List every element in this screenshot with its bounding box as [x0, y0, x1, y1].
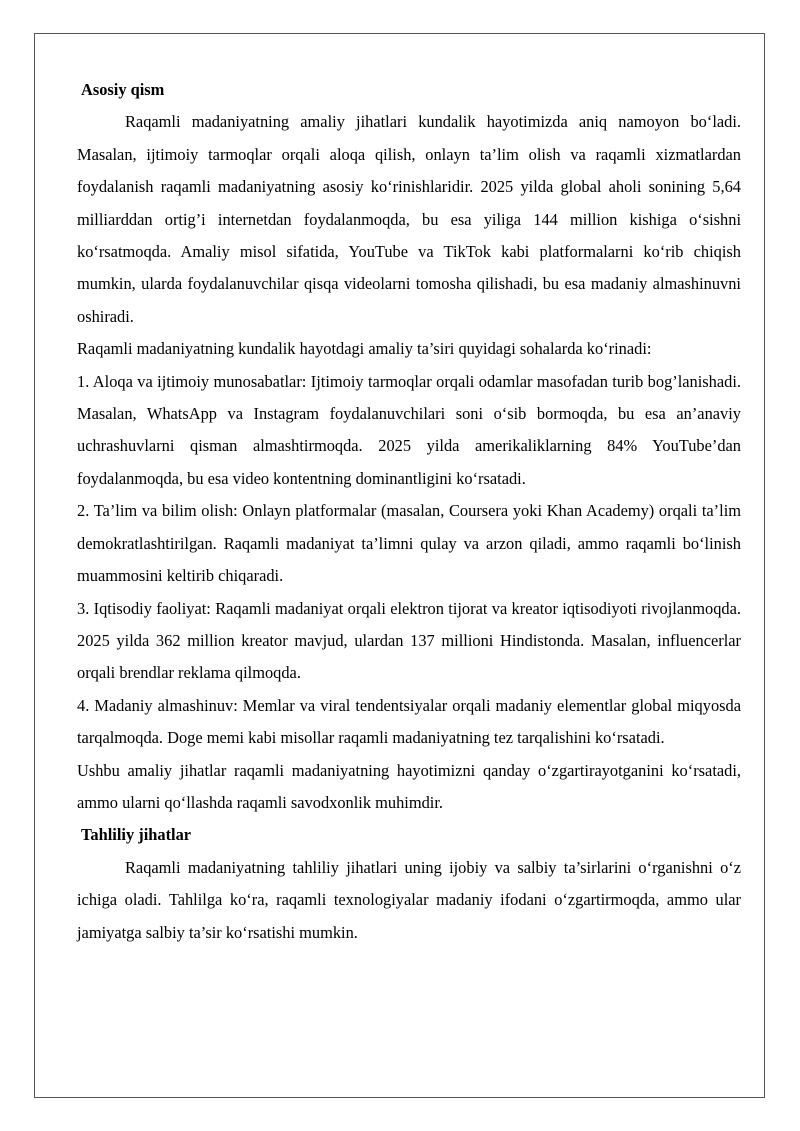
section-heading-asosiy-qism: Asosiy qism	[81, 80, 165, 99]
paragraph-analytical-intro: Raqamli madaniyatning tahliliy jihatlari uning ijobiy va salbiy ta’sirlarini oʻrganishni oʻz ichiga oladi. Tahlilga koʻra, raqamli texnologiyalar madaniy ifodani oʻzgartirmoqda, ammo ular jamiyatga salbiy ta’sir koʻrsatishi mumkin.	[77, 857, 741, 942]
list-item-communication: 1. Aloqa va ijtimoiy munosabatlar: Ijtimoiy tarmoqlar orqali odamlar masofadan turib bog’lanishadi. Masalan, WhatsApp va Instagram foydalanuvchilari soni oʻsib bormoqda, bu esa an’anaviy uchrashuvlarni qisman almashtirmoqda. 2025 yilda amerikaliklarning 84% YouTube’dan foydalanmoqda, bu esa video kontentning dominantligini koʻrsatadi.	[77, 371, 741, 488]
section-heading-tahliliy-jihatlar: Tahliliy jihatlar	[81, 825, 192, 845]
paragraph-conclusion: Ushbu amaliy jihatlar raqamli madaniyatning hayotimizni qanday oʻzgartirayotganini koʻrsatadi, ammo ularni qoʻllashda raqamli savodxonlik muhimdir.	[77, 760, 741, 812]
paragraph-impact-areas: Raqamli madaniyatning kundalik hayotdagi amaliy ta’siri quyidagi sohalarda koʻrinadi:	[77, 339, 652, 359]
document-body	[77, 74, 741, 949]
list-item-education: 2. Ta’lim va bilim olish: Onlayn platformalar (masalan, Coursera yoki Khan Academy) orqali ta’lim demokratlashtirilgan. Raqamli madaniyat ta’limni qulay va arzon qiladi, ammo raqamli boʻlinish muammosini keltirib chiqaradi.	[77, 501, 741, 586]
list-item-cultural-exchange: 4. Madaniy almashinuv: Memlar va viral tendentsiyalar orqali madaniy elementlar global miqyosda tarqalmoqda. Doge memi kabi misollar raqamli madaniyatning tez tarqalishini koʻrsatadi.	[77, 695, 741, 748]
list-item-economy: 3. Iqtisodiy faoliyat: Raqamli madaniyat orqali elektron tijorat va kreator iqtisodiyoti rivojlanmoqda. 2025 yilda 362 million kreator mavjud, ulardan 137 millioni Hindistonda. Masalan, influencerlar orqali brendlar reklama qilmoqda.	[77, 598, 741, 683]
paragraph-intro: Raqamli madaniyatning amaliy jihatlari kundalik hayotimizda aniq namoyon boʻladi. Masalan, ijtimoiy tarmoqlar orqali aloqa qilish, onlayn ta’lim olish va raqamli xizmatlardan foydalanish raqamli madaniyatning asosiy koʻrinishlaridir. 2025 yilda global aholi sonining 5,64 milliarddan ortig’i internetdan foydalanmoqda, bu esa yiliga 144 million kishiga oʻsishni koʻrsatmoqda. Amaliy misol sifatida, YouTube va TikTok kabi platformalarni koʻrib chiqish mumkin, ularda foydalanuvchilar qisqa videolarni tomosha qilishadi, bu esa madaniy almashinuvni oshiradi.	[77, 112, 741, 326]
